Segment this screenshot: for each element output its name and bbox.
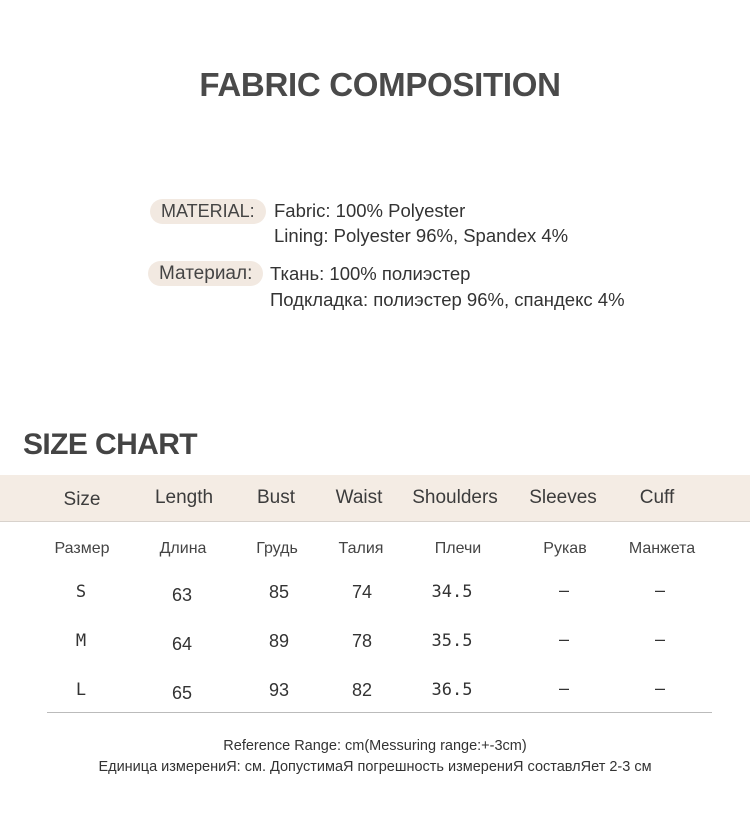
header-cuff: Cuff [639, 487, 675, 508]
cell-bust: 85 [268, 582, 290, 602]
cell-length: 64 [171, 634, 193, 654]
cell-cuff: – [654, 629, 665, 649]
fabric-composition-title: FABRIC COMPOSITION [199, 66, 561, 103]
material-label-en: MATERIAL: [150, 199, 266, 224]
header-sleeves-ru: Рукав [543, 540, 587, 557]
header-shoulders: Shoulders [412, 487, 498, 508]
material-label-ru: Материал: [148, 261, 263, 286]
cell-bust: 93 [268, 680, 290, 700]
size-chart-title: SIZE CHART [23, 428, 198, 461]
cell-size: S [75, 582, 87, 602]
cell-size: M [75, 631, 87, 651]
table-bottom-divider [47, 712, 712, 713]
cell-cuff: – [654, 678, 665, 698]
cell-sleeves: – [558, 580, 569, 600]
material-line-lining-ru: Подкладка: полиэстер 96%, спандекс 4% [270, 289, 625, 310]
cell-waist: 82 [351, 680, 373, 700]
material-line-lining: Lining: Polyester 96%, Spandex 4% [274, 225, 569, 246]
reference-note-en: Reference Range: cm(Messuring range:+-3cm) [223, 738, 527, 754]
cell-bust: 89 [268, 631, 290, 651]
cell-shoulders: 34.5 [431, 582, 473, 602]
header-waist: Waist [335, 487, 383, 508]
cell-cuff: – [654, 580, 665, 600]
cell-shoulders: 35.5 [431, 631, 473, 651]
material-line-fabric: Fabric: 100% Polyester [274, 200, 466, 221]
header-bust: Bust [256, 487, 296, 508]
header-cuff-ru: Манжета [628, 540, 696, 557]
cell-size: L [75, 680, 87, 700]
cell-sleeves: – [558, 629, 569, 649]
header-length: Length [154, 487, 214, 508]
cell-sleeves: – [558, 678, 569, 698]
reference-note-ru: Единица измерениЯ: см. ДопустимаЯ погрешность измерениЯ составлЯет 2-3 см [98, 759, 652, 775]
header-size-ru: Размер [54, 540, 110, 557]
header-size: Size [63, 489, 101, 510]
cell-shoulders: 36.5 [431, 680, 473, 700]
header-length-ru: Длина [159, 540, 207, 557]
material-line-fabric-ru: Ткань: 100% полиэстер [270, 263, 471, 284]
header-shoulders-ru: Плечи [434, 540, 482, 557]
header-sleeves: Sleeves [529, 487, 597, 508]
header-bust-ru: Грудь [256, 540, 298, 557]
cell-waist: 78 [351, 631, 373, 651]
cell-waist: 74 [351, 582, 373, 602]
cell-length: 63 [171, 585, 193, 605]
cell-length: 65 [171, 683, 193, 703]
header-waist-ru: Талия [338, 540, 384, 557]
